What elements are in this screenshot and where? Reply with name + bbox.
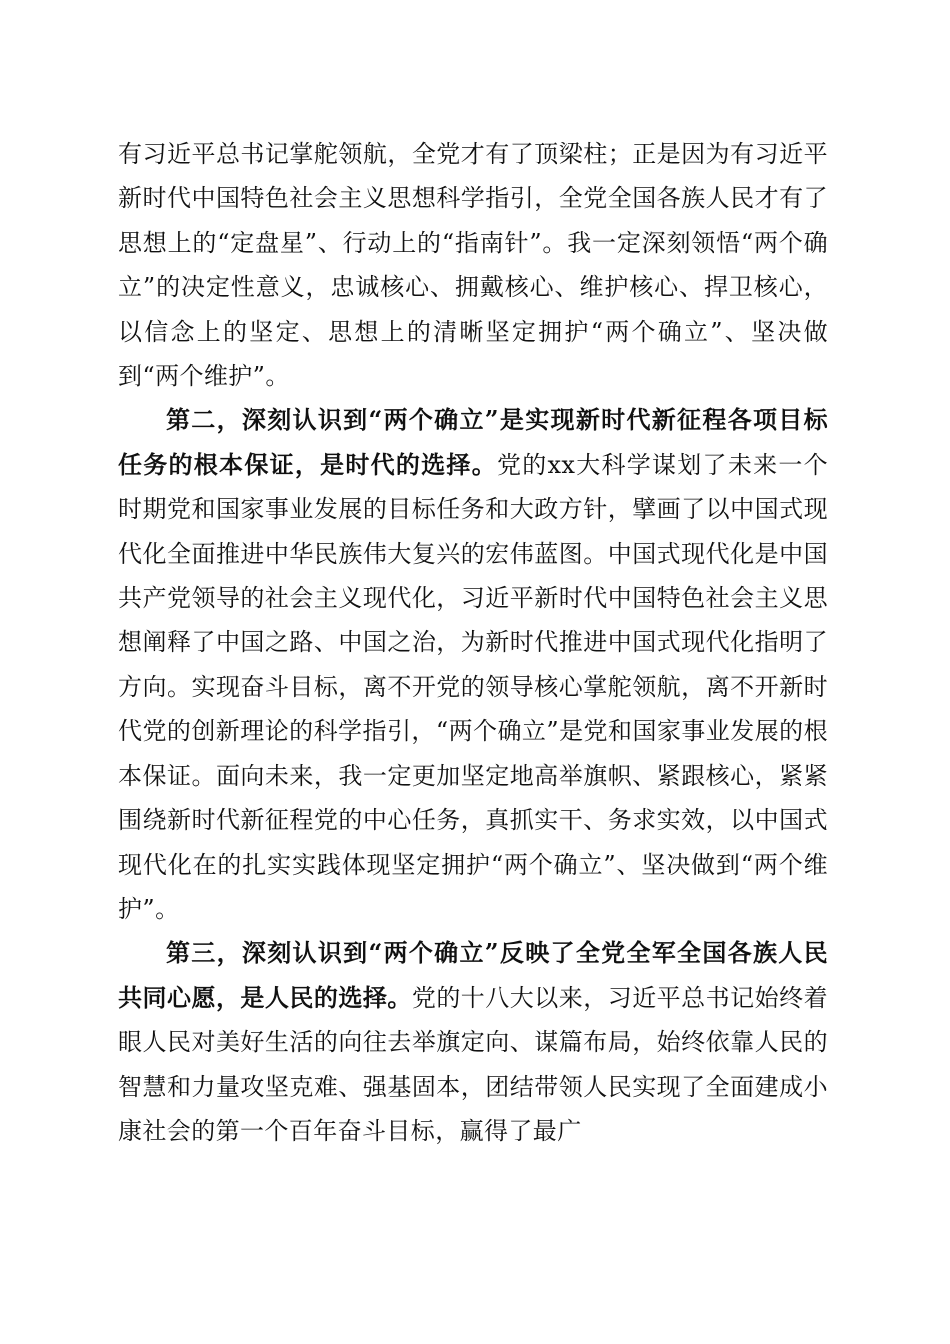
paragraph-3-text: 党的十八大以来，习近平总书记始终着眼人民对美好生活的向往去举旗定向、谋篇布局，始终依靠人民的智慧和力量攻坚克难、强基固本，团结带领人民实现了全面建成小康社会的第一个百年奋斗目标，赢得了最广 <box>118 983 828 1145</box>
paragraph-2 <box>118 398 828 931</box>
paragraph-3-lead: 第三，深刻认识到“两个确立”反映了全党全军全国各族人民共同心愿，是人民的选择。 <box>118 938 828 1012</box>
document-page <box>118 132 828 1153</box>
paragraph-2-text: 党的xx大科学谋划了未来一个时期党和国家事业发展的目标任务和大政方针，擘画了以中国式现代化全面推进中华民族伟大复兴的宏伟蓝图。中国式现代化是中国共产党领导的社会主义现代化，习近平新时代中国特色社会主义思想阐释了中国之路、中国之治，为新时代推进中国式现代化指明了方向。实现奋斗目标，离不开党的领导核心掌舵领航，离不开新时代党的创新理论的科学指引，“两个确立”是党和国家事业发展的根本保证。面向未来，我一定更加坚定地高举旗帜、紧跟核心，紧紧围绕新时代新征程党的中心任务，真抓实干、务求实效，以中国式现代化在的扎实实践体现坚定拥护“两个确立”、坚决做到“两个维护”。 <box>118 450 829 923</box>
paragraph-1 <box>118 132 828 398</box>
paragraph-2-lead: 第二，深刻认识到“两个确立”是实现新时代新征程各项目标任务的根本保证，是时代的选择。 <box>118 405 828 479</box>
paragraph-1-text: 有习近平总书记掌舵领航，全党才有了顶梁柱；正是因为有习近平新时代中国特色社会主义思想科学指引，全党全国各族人民才有了思想上的“定盘星”、行动上的“指南针”。我一定深刻领悟“两个确立”的决定性意义，忠诚核心、拥戴核心、维护核心、捍卫核心，以信念上的坚定、思想上的清晰坚定拥护“两个确立”、坚决做到“两个维护”。 <box>118 140 828 391</box>
paragraph-3 <box>118 931 828 1153</box>
